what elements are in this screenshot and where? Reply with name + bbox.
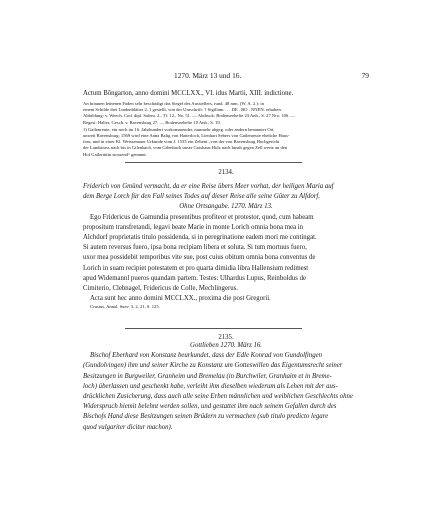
body-line: Alchdorf proprietatis titulo possidenda, si in peregrinatione eadem mori me contingat. xyxy=(83,234,317,242)
document-2135 xyxy=(83,334,369,433)
note-line: Regest: Halter, Gesch. v. Ravensburg 27. — Bodenseehefte 10 Anh., S. 19. xyxy=(83,119,221,125)
body-line: propositum transfretandi, legavi beate Marie in monte Lorich omnia bona mea in xyxy=(83,223,304,231)
footnote-line: der Landstrass nach bis in Gilenbach, vom Gilenbach unser Gotshaus Holz nach hinab gegen Zell wertz an den xyxy=(83,145,288,151)
document-number: 2134. xyxy=(218,169,234,176)
body-line: apud Widemannl pueros quandam partem. Testes: Ulhardus Lupus, Reinboldus de xyxy=(83,274,307,282)
footnote-line: 1) Gailenreute, ein noch im 16. Jahrhundert vorkommender, nunmehr abgeg. oder andern benannter Ort xyxy=(83,126,274,132)
source-line: Gottlieben 1270. März 16. xyxy=(190,342,262,349)
summary-line: (Gundolvingen) ihm und seiner Kirche zu Konstanz um Gotteswillen das Eigentumsrecht seiner xyxy=(83,362,343,370)
body-line: Lorich in suam recipiet potestatem et pro quarta dimidia libra Hallensium redimest xyxy=(83,264,309,272)
summary-line: Friderich von Gmünd vermacht, da er eine Reise übers Meer vorhat, der heiligen Maria auf xyxy=(83,183,334,190)
summary-line: Bischof Eberhard von Konstanz beurkundet, dass der Edle Konrad von Gundolfingen xyxy=(90,352,323,360)
summary-line: dem Berge Lorch für den Fall seines Todes auf dieser Reise alle seine Güter zu Alfdorf. xyxy=(83,193,320,201)
note-line: Abbildung: v. Weech, Cod. dipl. Salem. 2., Tf. 12., No. 51. — Abdruck: Bodenseehefte 23 Anh., S. 27 Nro. 106. — xyxy=(83,113,296,119)
footnote-line: unweit Ravensburg; 1569 wird eine Anna Balig von Hatterloch, Lienhart Sebers von Gailenreute eheliche Haus- xyxy=(83,133,290,139)
footnote-line: Hof Gailerüttin stossend“ genannt. xyxy=(83,151,147,157)
note-line: An braunen leinenen Fäden sehr beschädigt das Siegel des Ausstellers, rund. 48 mm. (W. A. 2.): in xyxy=(83,101,264,106)
acta-line: Acta sunt hec anno domini MCCLXX., proxima die post Gregorii. xyxy=(90,295,271,303)
previous-document-notes xyxy=(83,101,369,158)
header-date: 1270. März 13 und 16. xyxy=(174,71,242,80)
summary-line: Widerspruch hiemit belehnt werden sollen, und gestattet ihm nach seinem Gefallen durch des xyxy=(83,403,337,411)
previous-document-ending xyxy=(83,89,369,99)
summary-line: Bischofs Hand diese Besitzungen seinen Brüdern zu vermachen (sub titulo predicto legare xyxy=(83,413,329,421)
body-line: uxor mea possidebit temporibus vite sue, post cuius obitum omnia bona conventus de xyxy=(83,254,316,262)
page-number: 79 xyxy=(361,71,369,80)
document-number: 2135. xyxy=(218,334,234,341)
body-line: Cimiterio, Clebnagel, Fridericus de Colle, Mechlingerus. xyxy=(83,285,238,293)
footnote-line: frau, und in einer Kl. Weissenauer Urkunde vom J. 1535 ein Zehent „von der von Ravensburg Hochgericht xyxy=(83,139,280,145)
document-2134 xyxy=(83,169,369,311)
actum-line: Actum Bŏngarton, anno domini MCCLXX., VI. idus Martii, XIII. indictione. xyxy=(83,90,294,97)
summary-line: drücklichen Zusicherung, dass auch alle seine Erben männlichen und weiblichen Geschlechts ohne xyxy=(83,393,353,401)
summary-line: Besitzungen in Burgweiler, Granheim und Bremelau (in Burchwiler, Granhaim et in Breme- xyxy=(83,372,332,380)
running-header xyxy=(58,71,369,81)
body-line: Ego Fridericus de Gamundia presentibus profiteor et protestor, quod, cum habeam xyxy=(90,213,314,221)
citation: Crusius, Annal. Suev. 3, 2, 21, S. 125. xyxy=(90,304,160,310)
summary-line: loch) überlassen und geschenkt habe, verleiht ihm dieselben wiederum als Lehen mit der aus- xyxy=(83,382,338,390)
body-line: Si autem reversus fuero, ipsa bona recipiam libera et soluta. Si tum mortuus fuero, xyxy=(83,244,307,252)
note-line: einem Schilde drei Lindenblätter 2, 1 gestellt, von der Umschrift: † Sigillum . . . DE . BO . NNEN. erhalten. xyxy=(83,107,282,113)
section-divider xyxy=(125,328,302,329)
source-line: Ohne Ortsangabe. 1270. März 13. xyxy=(179,203,273,211)
summary-line: quod vulgariter dicitur machon). xyxy=(83,423,173,431)
section-divider xyxy=(125,162,302,163)
